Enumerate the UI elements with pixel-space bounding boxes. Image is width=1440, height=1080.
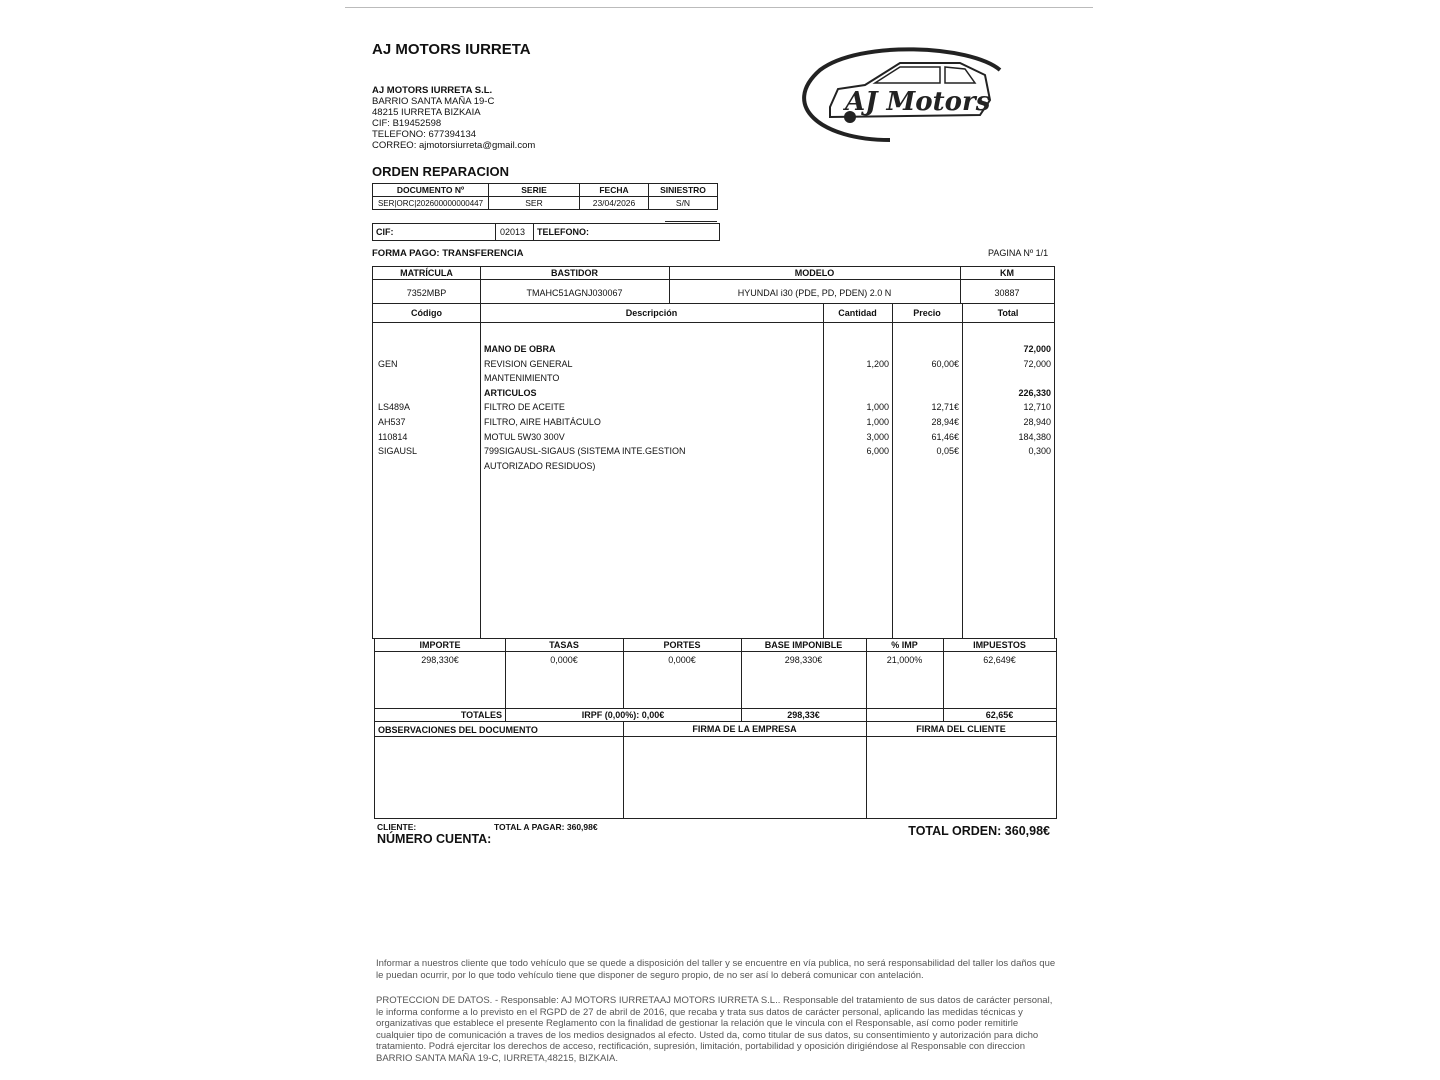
line-desc: ARTICULOS — [484, 387, 537, 398]
vehicle-header: KM — [1000, 268, 1014, 278]
line-code: SIGAUSL — [378, 446, 418, 457]
aj-motors-logo — [790, 45, 1005, 145]
line-total: 28,940 — [1023, 417, 1051, 427]
vehicle-km: 30887 — [994, 288, 1020, 298]
company-info — [372, 85, 535, 151]
numero-cuenta: NÚMERO CUENTA: — [377, 832, 492, 846]
total-a-pagar: TOTAL A PAGAR: 360,98€ — [494, 822, 598, 832]
observaciones-label: OBSERVACIONES DEL DOCUMENTO — [378, 725, 538, 735]
vehicle-header: MODELO — [794, 268, 835, 278]
totals-table — [374, 638, 1057, 722]
totals-header: % IMP — [891, 640, 918, 650]
totals-portes: 0,000€ — [668, 655, 696, 665]
line-desc: FILTRO DE ACEITE — [484, 402, 565, 413]
line-qty: 6,000 — [866, 446, 889, 457]
line-total: 226,330 — [1018, 387, 1051, 398]
company-city: 48215 IURRETA BIZKAIA — [372, 107, 481, 118]
line-price: 60,00€ — [931, 358, 959, 369]
signatures-box — [374, 721, 1057, 819]
doc-header: FECHA — [580, 184, 649, 197]
line-price: 28,94€ — [931, 417, 959, 427]
doc-header: DOCUMENTO Nº — [373, 184, 489, 197]
line-total: 0,300 — [1028, 446, 1051, 457]
line-desc: REVISION GENERAL — [484, 358, 573, 369]
payment-method: FORMA PAGO: TRANSFERENCIA — [372, 248, 524, 259]
line-total: 72,000 — [1023, 344, 1051, 354]
company-email: CORREO: ajmotorsiurreta@gmail.com — [372, 140, 536, 151]
vehicle-plate: 7352MBP — [406, 288, 447, 298]
line-desc: AUTORIZADO RESIDUOS) — [484, 460, 596, 471]
firma-cliente-label: FIRMA DEL CLIENTE — [916, 724, 1006, 734]
vehicle-model: HYUNDAI i30 (PDE, PD, PDEN) 2.0 N — [737, 288, 892, 298]
firma-empresa-label: FIRMA DE LA EMPRESA — [692, 724, 797, 734]
client-box — [372, 223, 720, 241]
lines-header: Total — [997, 308, 1019, 318]
company-name: AJ MOTORS IURRETA S.L. — [372, 85, 493, 96]
line-total: 184,380 — [1018, 431, 1051, 442]
company-cif: CIF: B19452598 — [372, 118, 442, 129]
vehicle-header: MATRÍCULA — [400, 268, 453, 278]
client-box-mark — [665, 221, 717, 224]
page-title: AJ MOTORS IURRETA — [372, 41, 531, 58]
logo-text: AJ Motors — [845, 87, 991, 117]
top-rule — [345, 7, 1093, 8]
totals-header: IMPORTE — [419, 640, 461, 650]
line-price: 0,05€ — [936, 446, 959, 457]
total-orden: TOTAL ORDEN: 360,98€ — [908, 824, 1050, 838]
doc-date: 23/04/2026 — [580, 197, 649, 210]
client-phone-label: TELEFONO: — [537, 227, 589, 237]
cliente-label: CLIENTE: — [377, 822, 417, 832]
totals-tasas: 0,000€ — [550, 655, 578, 665]
company-phone: TELEFONO: 677394134 — [372, 129, 477, 140]
line-price: 61,46€ — [931, 431, 959, 442]
lines-table — [372, 303, 1055, 639]
client-cif-label: CIF: — [376, 227, 394, 237]
line-desc: 799SIGAUSL-SIGAUS (SISTEMA INTE.GESTION — [484, 446, 686, 457]
totals-header: IMPUESTOS — [973, 640, 1026, 650]
vehicle-table — [372, 266, 1055, 304]
line-code: AH537 — [378, 417, 406, 427]
totals-pct: 21,000% — [886, 655, 923, 665]
line-total: 72,000 — [1023, 358, 1051, 369]
page-number: PAGINA Nº 1/1 — [988, 248, 1049, 258]
client-code: 02013 — [500, 227, 526, 237]
line-qty: 1,000 — [866, 402, 889, 413]
line-qty: 1,200 — [866, 358, 889, 369]
lines-header: Código — [411, 308, 442, 318]
footer-notice: Informar a nuestros cliente que todo vehículo que se quede a disposición del taller y se encuentre en vía publica, no será responsabilidad del taller los daños que le puedan ocurrir, por lo que todo vehículo tiene que disponer de seguro propio, de no ser así lo deberá comunicar con antelación. — [376, 958, 1056, 981]
line-price: 12,71€ — [931, 402, 959, 413]
line-desc: MOTUL 5W30 300V — [484, 431, 565, 442]
totals-irpf: IRPF (0,00%): 0,00€ — [581, 710, 665, 720]
doc-number: SER|ORC|202600000000447 — [373, 197, 489, 210]
company-address: BARRIO SANTA MAÑA 19-C — [372, 96, 495, 107]
footer-privacy: PROTECCION DE DATOS. - Responsable: AJ MOTORS IURRETAAJ MOTORS IURRETA S.L.. Responsable del tratamiento de sus datos de carácter personal, le informa conforme a lo previsto en el RGPD de 27 de abril de 2016, que recaba y trata sus datos de carácter personal, aplicando las medidas técnicas y organizativas que establece el presente Reglamento con la finalidad de gestionar la relación que le vincula con el Responsable, así como poder remitirle cualquier tipo de comunicación a traves de los medios designados al efecto. Usted da, como titular de sus datos, su consentimiento y autorización para dicho tratamiento. Podrá ejercitar los derechos de acceso, rectificación, supresión, limitación, portabilidad y oposición dirigiéndose al Responsable con direccion BARRIO SANTA MAÑA 19-C, IURRETA,48215, BIZKAIA. — [376, 995, 1053, 1064]
totals-base-total: 298,33€ — [787, 710, 820, 720]
line-desc: MANTENIMIENTO — [484, 373, 560, 384]
document-info-table — [372, 183, 718, 210]
line-total: 12,710 — [1023, 402, 1051, 413]
line-desc: FILTRO, AIRE HABITÁCULO — [484, 417, 601, 427]
totals-imp-total: 62,65€ — [985, 710, 1014, 720]
line-desc: MANO DE OBRA — [484, 344, 556, 354]
totals-header: PORTES — [663, 640, 701, 650]
doc-serie: SER — [489, 197, 580, 210]
totals-impuestos: 62,649€ — [983, 655, 1016, 665]
document-title: ORDEN REPARACION — [372, 164, 509, 179]
totals-importe: 298,330€ — [421, 655, 459, 665]
vehicle-header: BASTIDOR — [551, 268, 598, 278]
doc-claim: S/N — [649, 197, 718, 210]
lines-header: Descripción — [625, 308, 678, 318]
doc-header: SINIESTRO — [649, 184, 718, 197]
totals-base: 298,330€ — [784, 655, 823, 665]
totals-header: BASE IMPONIBLE — [764, 640, 843, 650]
lines-header: Precio — [913, 308, 941, 318]
line-qty: 1,000 — [866, 417, 889, 427]
line-code: GEN — [378, 358, 398, 369]
line-code: 110814 — [378, 431, 408, 442]
totales-label: TOTALES — [460, 710, 502, 720]
line-qty: 3,000 — [866, 431, 889, 442]
doc-header: SERIE — [489, 184, 580, 197]
line-code: LS489A — [378, 402, 411, 413]
vehicle-vin: TMAHC51AGNJ030067 — [526, 288, 623, 298]
lines-header: Cantidad — [838, 308, 877, 318]
totals-header: TASAS — [549, 640, 579, 650]
